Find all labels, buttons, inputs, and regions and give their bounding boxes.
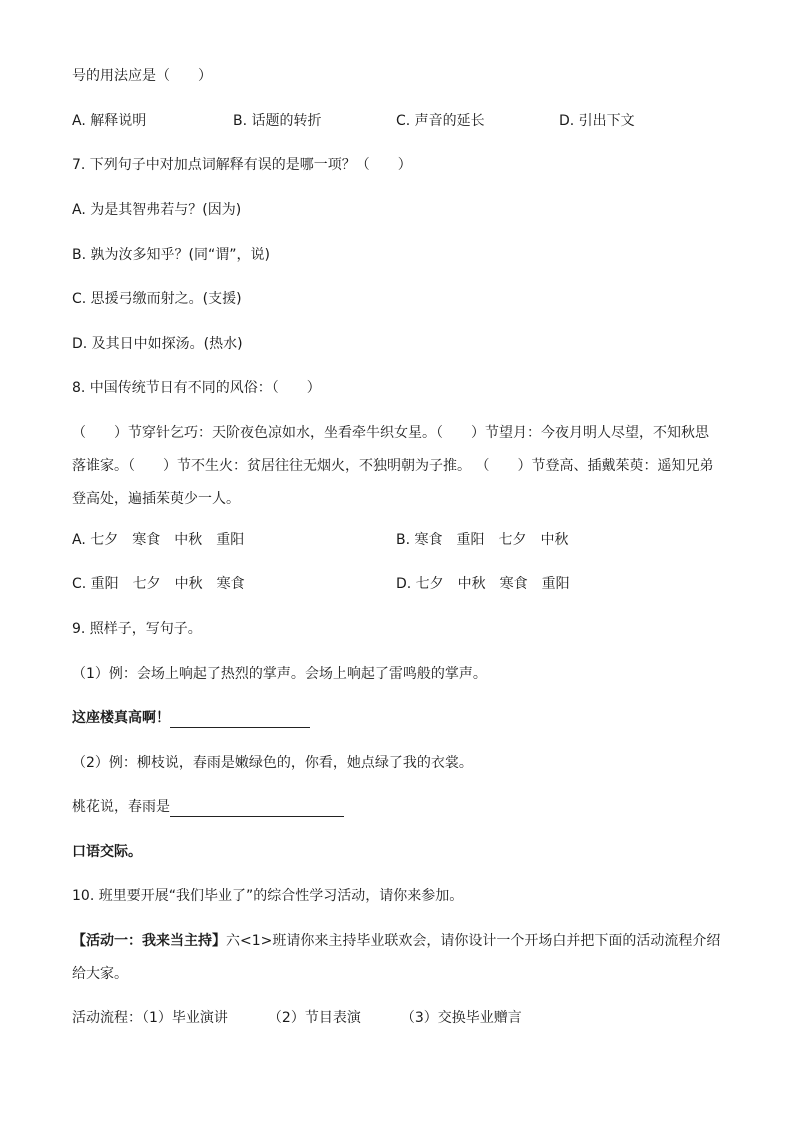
q9-answer-line-1 [72, 708, 310, 728]
q8-option-d: D. 七夕 中秋 寒食 重阳 [396, 576, 570, 592]
q10-activity-text-1: 六<1>班请你来主持毕业联欢会，请你设计一个开场白并把下面的活动流程介绍 [226, 933, 721, 949]
q6-option-a: A. 解释说明 [72, 113, 147, 129]
q9-answer-line-2 [72, 797, 344, 817]
q8-passage-line-3: 登高处，遍插茱萸少一人。 [72, 491, 240, 507]
q10-flow [72, 1008, 522, 1028]
q8-stem: 8. 中国传统节日有不同的风俗：（ ） [72, 380, 321, 396]
q8-option-c: C. 重阳 七夕 中秋 寒食 [72, 576, 245, 592]
q8-option-b: B. 寒食 重阳 七夕 中秋 [396, 532, 569, 548]
q7-stem: 7. 下列句子中对加点词解释有误的是哪一项？（ ） [72, 157, 412, 173]
q8-option-a: A. 七夕 寒食 中秋 重阳 [72, 532, 245, 548]
q10-activity-title: 【活动一：我来当主持】 [72, 933, 226, 949]
section-title-oral-communication: 口语交际。 [72, 844, 142, 860]
q9-answer-blank-2[interactable] [170, 800, 344, 817]
q7-option-c: C. 思援弓缴而射之。(支援) [72, 291, 242, 307]
q9-prompt-2: 桃花说，春雨是 [72, 799, 170, 815]
q8-passage-line-1: （ ）节穿针乞巧：天阶夜色凉如水，坐看牵牛织女星。（ ）节望月：今夜月明人尽望，不知秋思 [72, 425, 709, 441]
q9-stem: 9. 照样子，写句子。 [72, 621, 202, 637]
q6-stem-tail: 号的用法应是（ ） [72, 68, 212, 84]
q10-flow-label: 活动流程： [72, 1010, 142, 1026]
q10-flow-item-1: （1）毕业演讲 [142, 1010, 228, 1026]
q7-option-b: B. 孰为汝多知乎？(同“谓”，说) [72, 247, 270, 263]
q7-option-d: D. 及其日中如探汤。(热水) [72, 336, 243, 352]
q9-example-2: （2）例：柳枝说，春雨是嫩绿色的，你看，她点绿了我的衣裳。 [72, 755, 473, 771]
q10-flow-item-2: （2）节目表演 [267, 1010, 361, 1026]
q6-option-b: B. 话题的转折 [233, 113, 322, 129]
q10-activity-line-1 [72, 931, 720, 951]
q7-option-a: A. 为是其智弗若与？(因为) [72, 202, 242, 218]
q9-prompt-1: 这座楼真高啊！ [72, 710, 170, 726]
q8-passage-line-2: 落谁家。（ ）节不生火：贫居往往无烟火，不独明朝为子推。 （ ）节登高、插戴茱萸：遥知兄弟 [72, 458, 714, 474]
q9-example-1: （1）例：会场上响起了热烈的掌声。会场上响起了雷鸣般的掌声。 [72, 666, 487, 682]
q6-option-d: D. 引出下文 [559, 113, 635, 129]
q10-flow-item-3: （3）交换毕业赠言 [400, 1010, 522, 1026]
q6-option-c: C. 声音的延长 [396, 113, 485, 129]
q10-activity-text-2: 给大家。 [72, 966, 128, 982]
q9-answer-blank-1[interactable] [170, 711, 310, 728]
q10-stem: 10. 班里要开展“我们毕业了”的综合性学习活动，请你来参加。 [72, 888, 464, 904]
